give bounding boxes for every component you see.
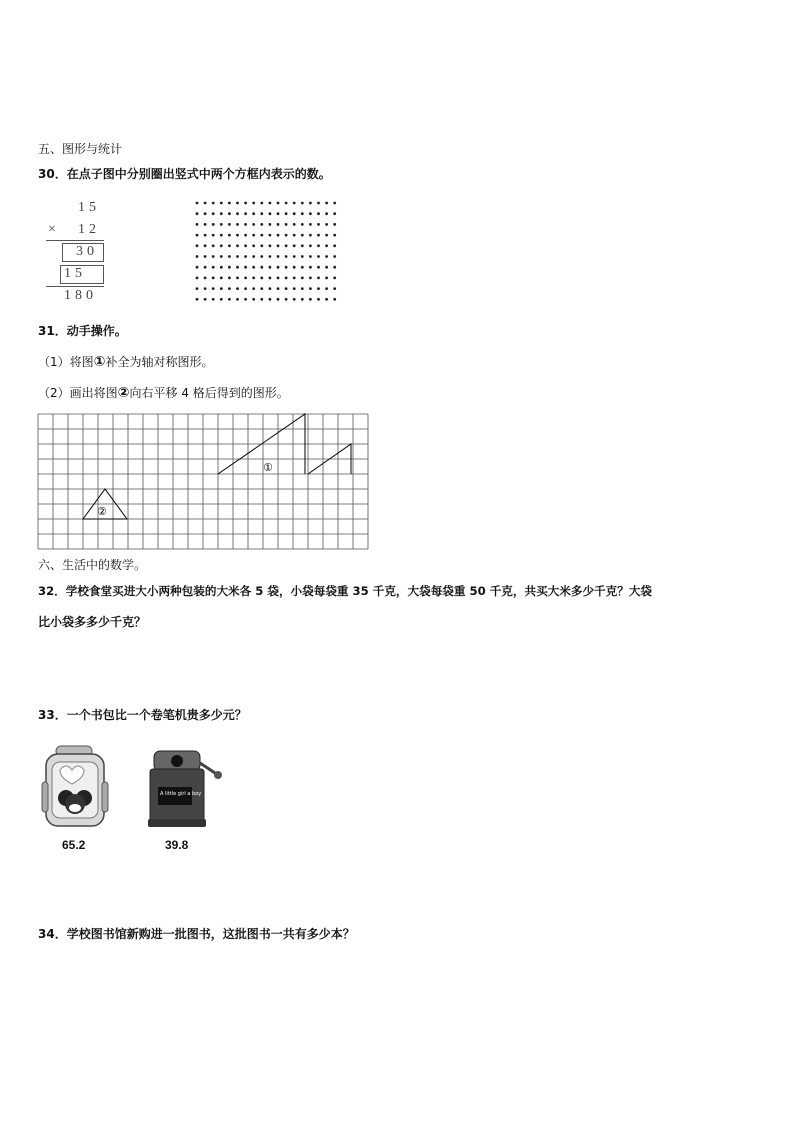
grid-dot	[269, 223, 272, 226]
grid-dot	[317, 298, 320, 301]
grid-dot	[317, 234, 320, 237]
figure-2-label: ②	[97, 505, 107, 518]
q31-part1	[38, 354, 214, 370]
grid-dot	[244, 255, 247, 258]
grid-dot	[309, 223, 312, 226]
grid-dot	[220, 298, 223, 301]
grid-dot	[220, 244, 223, 247]
grid-dot	[220, 277, 223, 280]
grid-dot	[196, 202, 199, 205]
grid-dot	[285, 266, 288, 269]
grid-dot	[317, 255, 320, 258]
grid-dot	[196, 266, 199, 269]
grid-dot	[228, 212, 231, 215]
grid-dot	[301, 298, 304, 301]
partial-product-1: 30	[76, 244, 98, 259]
square-grid[interactable]	[38, 414, 368, 550]
grid-dot	[244, 202, 247, 205]
grid-dot	[333, 244, 336, 247]
grid-dot	[228, 202, 231, 205]
grid-dot	[260, 202, 263, 205]
grid-dot	[277, 266, 280, 269]
grid-dot	[333, 277, 336, 280]
grid-dot	[196, 298, 199, 301]
grid-dot	[285, 244, 288, 247]
grid-dot	[228, 287, 231, 290]
grid-dot	[236, 287, 239, 290]
grid-dot	[212, 277, 215, 280]
grid-dot	[244, 212, 247, 215]
grid-dot	[277, 244, 280, 247]
grid-dot	[317, 287, 320, 290]
grid-dot	[325, 234, 328, 237]
grid-dot	[260, 223, 263, 226]
grid-dot	[309, 202, 312, 205]
grid-dot	[269, 202, 272, 205]
grid-dot	[244, 266, 247, 269]
grid-dot	[220, 234, 223, 237]
grid-dot	[333, 298, 336, 301]
multiplication-line-2	[46, 286, 104, 287]
q31-part1-prefix: （1）将图	[38, 355, 94, 369]
grid-dot	[252, 234, 255, 237]
grid-dot	[269, 266, 272, 269]
grid-dot	[260, 244, 263, 247]
grid-dot	[244, 277, 247, 280]
grid-dot	[301, 234, 304, 237]
grid-dot	[252, 255, 255, 258]
grid-dot	[228, 255, 231, 258]
grid-dot	[196, 287, 199, 290]
grid-dot	[212, 255, 215, 258]
grid-dot	[317, 212, 320, 215]
sharpener-label: A little girl a boy	[160, 791, 202, 797]
multiplier: 12	[78, 222, 100, 237]
multiplication-line-1	[46, 240, 104, 241]
grid-dot	[204, 212, 207, 215]
grid-dot	[317, 202, 320, 205]
grid-dot	[212, 223, 215, 226]
grid-dot	[325, 244, 328, 247]
grid-dot	[301, 244, 304, 247]
grid-dot	[244, 287, 247, 290]
dot-grid[interactable]	[194, 200, 344, 306]
grid-dot	[252, 266, 255, 269]
grid-dot	[333, 287, 336, 290]
grid-dot	[301, 277, 304, 280]
grid-dot	[252, 223, 255, 226]
grid-dot	[236, 234, 239, 237]
grid-dot	[285, 255, 288, 258]
grid-dot	[236, 266, 239, 269]
grid-dot	[236, 244, 239, 247]
grid-dot	[228, 223, 231, 226]
grid-dot	[309, 212, 312, 215]
grid-dot	[285, 234, 288, 237]
grid-dot	[325, 287, 328, 290]
grid-dot	[252, 287, 255, 290]
grid-dot	[293, 244, 296, 247]
grid-dot	[333, 202, 336, 205]
grid-dot	[204, 287, 207, 290]
grid-dot	[309, 244, 312, 247]
grid-dot	[212, 234, 215, 237]
grid-dot	[196, 234, 199, 237]
grid-dot	[236, 277, 239, 280]
grid-dot	[212, 266, 215, 269]
grid-dot	[212, 202, 215, 205]
grid-dot	[196, 277, 199, 280]
grid-dot	[317, 266, 320, 269]
sharpener-price: 39.8	[165, 838, 189, 852]
grid-dot	[244, 223, 247, 226]
grid-dot	[236, 255, 239, 258]
grid-dot	[301, 202, 304, 205]
pencil-sharpener-image	[144, 745, 224, 829]
grid-dot	[220, 255, 223, 258]
q32-text-line2: 比小袋多多少千克？	[38, 615, 147, 629]
grid-dot	[293, 223, 296, 226]
grid-dot	[260, 298, 263, 301]
figure-1-mark: ①	[93, 354, 106, 370]
grid-dot	[293, 202, 296, 205]
grid-dot	[260, 255, 263, 258]
grid-dot	[301, 223, 304, 226]
grid-dot	[204, 223, 207, 226]
figure-1-label: ①	[263, 461, 273, 474]
grid-dot	[204, 244, 207, 247]
grid-dot	[277, 277, 280, 280]
grid-dot	[301, 255, 304, 258]
grid-dot	[196, 244, 199, 247]
figure-2-mark: ②	[117, 385, 130, 401]
grid-dot	[309, 298, 312, 301]
grid-dot	[220, 212, 223, 215]
grid-dot	[252, 244, 255, 247]
grid-dot	[220, 223, 223, 226]
grid-dot	[252, 277, 255, 280]
q31-part1-suffix: 补全为轴对称图形。	[105, 355, 214, 369]
grid-dot	[228, 234, 231, 237]
grid-dot	[204, 255, 207, 258]
grid-dot	[325, 255, 328, 258]
grid-dot	[269, 234, 272, 237]
grid-dot	[204, 298, 207, 301]
grid-dot	[269, 255, 272, 258]
grid-dot	[228, 266, 231, 269]
grid-dot	[212, 244, 215, 247]
grid-dot	[196, 255, 199, 258]
q32-text-line1: 32．学校食堂买进大小两种包装的大米各 5 袋，小袋每袋重 35 千克，大袋每袋重 50 千克，共买大米多少千克？大袋	[38, 584, 653, 598]
q31-part2-suffix: 向右平移 4 格后得到的图形。	[129, 386, 289, 400]
grid-dot	[293, 255, 296, 258]
grid-dot	[293, 298, 296, 301]
grid-dot	[325, 212, 328, 215]
backpack-price: 65.2	[62, 838, 86, 852]
q31-part2	[38, 385, 289, 401]
grid-dot	[204, 277, 207, 280]
grid-dot	[301, 266, 304, 269]
partial-product-2: 15	[64, 266, 86, 281]
grid-dot	[220, 287, 223, 290]
grid-dot	[285, 212, 288, 215]
grid-dot	[260, 212, 263, 215]
q33-text: 33．一个书包比一个卷笔机贵多少元？	[38, 708, 247, 722]
grid-dot	[325, 266, 328, 269]
grid-dot	[285, 298, 288, 301]
grid-dot	[285, 202, 288, 205]
q30-text: 30．在点子图中分别圈出竖式中两个方框内表示的数。	[38, 167, 331, 181]
section-five-title: 五、图形与统计	[38, 142, 123, 156]
grid-dot	[293, 266, 296, 269]
backpack-image	[42, 742, 112, 830]
grid-dot	[236, 202, 239, 205]
grid-dot	[204, 266, 207, 269]
grid-dot	[269, 298, 272, 301]
grid-dot	[309, 277, 312, 280]
grid-dot	[212, 212, 215, 215]
grid-dot	[220, 266, 223, 269]
grid-dot	[285, 223, 288, 226]
grid-dot	[285, 287, 288, 290]
grid-dot	[333, 223, 336, 226]
grid-dot	[293, 212, 296, 215]
grid-dot	[277, 202, 280, 205]
grid-dot	[309, 266, 312, 269]
grid-dot	[260, 287, 263, 290]
grid-dot	[260, 277, 263, 280]
grid-dot	[333, 266, 336, 269]
grid-dot	[212, 287, 215, 290]
grid-dot	[228, 277, 231, 280]
multiplicand: 15	[78, 200, 100, 215]
grid-dot	[277, 298, 280, 301]
grid-dot	[244, 234, 247, 237]
grid-dot	[269, 212, 272, 215]
grid-dot	[317, 244, 320, 247]
grid-dot	[204, 234, 207, 237]
grid-dot	[309, 255, 312, 258]
grid-dot	[236, 212, 239, 215]
grid-dot	[309, 234, 312, 237]
grid-dot	[220, 202, 223, 205]
grid-dot	[260, 234, 263, 237]
grid-dot	[260, 266, 263, 269]
grid-dot	[269, 287, 272, 290]
grid-dot	[204, 202, 207, 205]
grid-dot	[196, 212, 199, 215]
grid-dot	[212, 298, 215, 301]
grid-dot	[228, 244, 231, 247]
q31-part2-prefix: （2）画出将图	[38, 386, 118, 400]
grid-dot	[277, 223, 280, 226]
grid-dot	[333, 212, 336, 215]
grid-dot	[317, 223, 320, 226]
grid-dot	[301, 212, 304, 215]
product-result: 180	[64, 288, 97, 303]
grid-dot	[333, 255, 336, 258]
grid-dot	[277, 287, 280, 290]
grid-dot	[301, 287, 304, 290]
grid-dot	[277, 212, 280, 215]
q34-text: 34．学校图书馆新购进一批图书，这批图书一共有多少本？	[38, 927, 355, 941]
grid-dot	[293, 277, 296, 280]
grid-dot	[269, 277, 272, 280]
grid-dot	[269, 244, 272, 247]
grid-dot	[309, 287, 312, 290]
grid-dot	[317, 277, 320, 280]
grid-dot	[236, 223, 239, 226]
grid-dot	[228, 298, 231, 301]
grid-dot	[236, 298, 239, 301]
grid-dot	[325, 202, 328, 205]
grid-dot	[293, 234, 296, 237]
grid-dot	[293, 287, 296, 290]
grid-dot	[244, 298, 247, 301]
grid-dot	[196, 223, 199, 226]
grid-dot	[244, 244, 247, 247]
grid-dot	[277, 255, 280, 258]
grid-dot	[252, 212, 255, 215]
grid-dot	[277, 234, 280, 237]
grid-dot	[333, 234, 336, 237]
grid-dot	[325, 277, 328, 280]
grid-dot	[252, 202, 255, 205]
grid-dot	[325, 298, 328, 301]
grid-dot	[285, 277, 288, 280]
q31-text: 31．动手操作。	[38, 324, 127, 338]
grid-lines	[38, 414, 368, 549]
grid-dot	[252, 298, 255, 301]
multiplier-sign: ×	[48, 222, 56, 237]
section-six-title: 六、生活中的数学。	[38, 558, 147, 572]
grid-dot	[325, 223, 328, 226]
